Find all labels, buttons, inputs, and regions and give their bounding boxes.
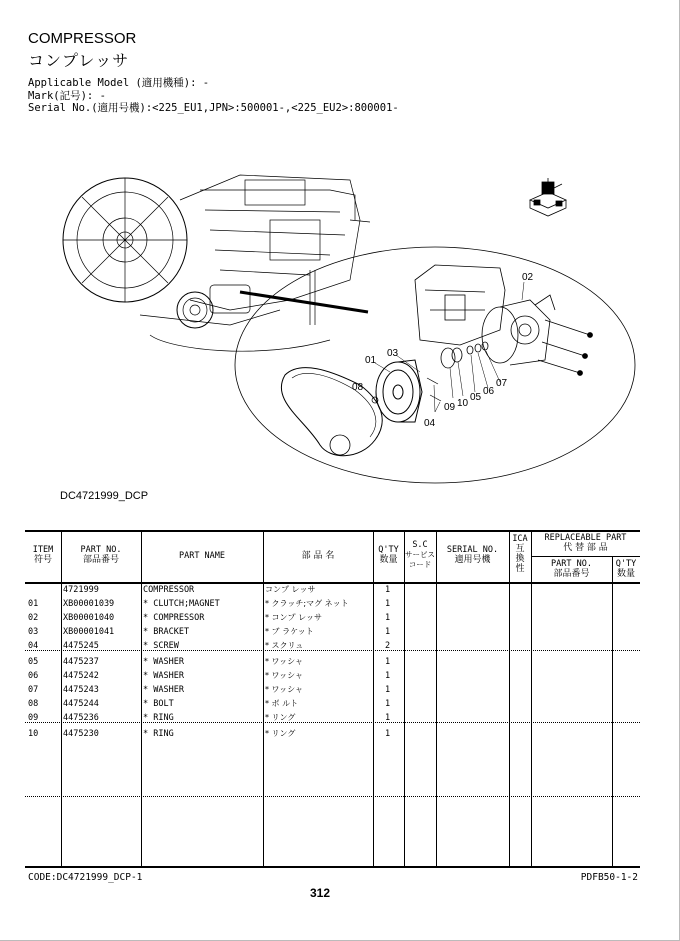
header-rep-part-no: PART NO. 部品番号: [551, 559, 592, 579]
cell-name: * BOLT: [143, 699, 174, 709]
header-ica: ICA 互 換 性: [512, 534, 528, 574]
callout-06: 06: [483, 386, 495, 397]
footer-ref: PDFB50-1-2: [580, 872, 638, 883]
header-part-no: PART NO. 部品番号: [80, 545, 122, 565]
cell-name: COMPRESSOR: [143, 585, 195, 595]
cell-part-no: XB00001040: [63, 613, 115, 623]
compressor-illustration: [482, 295, 555, 365]
cell-name-jp: * ワッシャ: [265, 685, 303, 694]
cell-part-no: XB00001039: [63, 599, 115, 609]
header-replaceable: REPLACEABLE PART 代 替 部 品: [544, 533, 627, 553]
cell-item: 09: [28, 713, 39, 723]
cell-name-jp: * ボ ルト: [265, 699, 299, 708]
cell-part-no: 4475244: [63, 699, 99, 709]
cell-qty: 1: [385, 729, 391, 739]
orientation-icon: [530, 178, 566, 216]
cell-name-jp: コンプ レッサ: [265, 585, 316, 594]
header-part-name-jp: 部 品 名: [301, 551, 335, 561]
mark: Mark(記号): -: [28, 90, 106, 102]
zoom-circle: [235, 247, 635, 483]
callout-02: 02: [522, 272, 534, 283]
cell-part-no: 4475230: [63, 729, 99, 739]
cell-name: * SCREW: [143, 641, 179, 651]
serial-range: Serial No.(適用号機):<225_EU1,JPN>:500001-,<225_EU2>:800001-: [28, 102, 399, 114]
cell-name: * WASHER: [143, 685, 184, 695]
header-part-name: PART NAME: [178, 551, 226, 561]
cell-item: 08: [28, 699, 39, 709]
cell-name: * COMPRESSOR: [143, 613, 205, 623]
cell-item: 02: [28, 613, 39, 623]
cell-item: 03: [28, 627, 39, 637]
cell-name: * BRACKET: [143, 627, 190, 637]
callout-07: 07: [496, 378, 508, 389]
exploded-diagram: [30, 160, 650, 490]
clutch-illustration: [376, 360, 422, 422]
screw-illustration: [372, 378, 441, 403]
callouts: [352, 272, 534, 429]
cell-part-no: 4475245: [63, 641, 99, 651]
callout-08: 08: [352, 382, 364, 393]
callout-04: 04: [424, 418, 436, 429]
diagram-code: DC4721999_DCP: [60, 490, 149, 502]
cell-qty: 1: [385, 585, 391, 595]
cell-qty: 1: [385, 713, 391, 723]
cell-part-no: 4475242: [63, 671, 99, 681]
header-sc: S.C サービス コード: [405, 540, 435, 569]
bracket-illustration: [415, 265, 505, 345]
callout-03: 03: [387, 348, 399, 359]
parts-table: [25, 530, 640, 868]
cell-name-jp: * リング: [265, 713, 296, 722]
cell-item: 01: [28, 599, 39, 609]
cell-name-jp: * リング: [265, 729, 296, 738]
callout-10: 10: [457, 398, 469, 409]
cell-part-no: 4475237: [63, 657, 99, 667]
cell-part-no: 4475243: [63, 685, 99, 695]
footer-code: CODE:DC4721999_DCP-1: [28, 872, 143, 883]
cell-qty: 1: [385, 671, 391, 681]
cell-qty: 1: [385, 685, 391, 695]
cell-qty: 1: [385, 627, 391, 637]
cell-name-jp: * クラッチ;マグ ネット: [265, 599, 349, 608]
cell-item: 04: [28, 641, 39, 651]
cell-qty: 1: [385, 613, 391, 623]
cell-qty: 2: [385, 641, 391, 651]
cell-part-no: XB00001041: [63, 627, 115, 637]
cell-item: 10: [28, 729, 39, 739]
page-number: 312: [310, 886, 331, 900]
header-serial: SERIAL NO. 適用号機: [446, 545, 499, 565]
cell-name-jp: * コンプ レッサ: [265, 613, 323, 622]
cell-item: 05: [28, 657, 39, 667]
cell-qty: 1: [385, 699, 391, 709]
cell-part-no: 4721999: [63, 585, 99, 595]
cell-name-jp: * ワッシャ: [265, 657, 303, 666]
page-title: COMPRESSOR: [28, 30, 137, 47]
cell-name-jp: * スクリュ: [265, 641, 304, 650]
cell-name: * RING: [143, 713, 174, 723]
page-title-jp: コンプレッサ: [28, 51, 130, 70]
applicable-model: Applicable Model (適用機種): -: [28, 77, 210, 89]
cell-part-no: 4475236: [63, 713, 99, 723]
callout-05: 05: [470, 392, 482, 403]
cell-name-jp: * ワッシャ: [265, 671, 303, 680]
header-rep-qty: Q'TY 数量: [615, 559, 637, 579]
cell-name-jp: * ブ ラケット: [265, 627, 314, 636]
cell-item: 06: [28, 671, 39, 681]
cell-name: * WASHER: [143, 657, 184, 667]
callout-01: 01: [365, 355, 377, 366]
cell-name: * WASHER: [143, 671, 184, 681]
cell-name: * RING: [143, 729, 174, 739]
cell-item: 07: [28, 685, 39, 695]
engine-illustration: [63, 175, 370, 351]
cell-qty: 1: [385, 657, 391, 667]
cell-name: * CLUTCH;MAGNET: [143, 599, 220, 609]
callout-09: 09: [444, 402, 456, 413]
header-qty: Q'TY 数量: [378, 545, 399, 565]
cell-qty: 1: [385, 599, 391, 609]
header-item: ITEM 符号: [32, 545, 54, 565]
